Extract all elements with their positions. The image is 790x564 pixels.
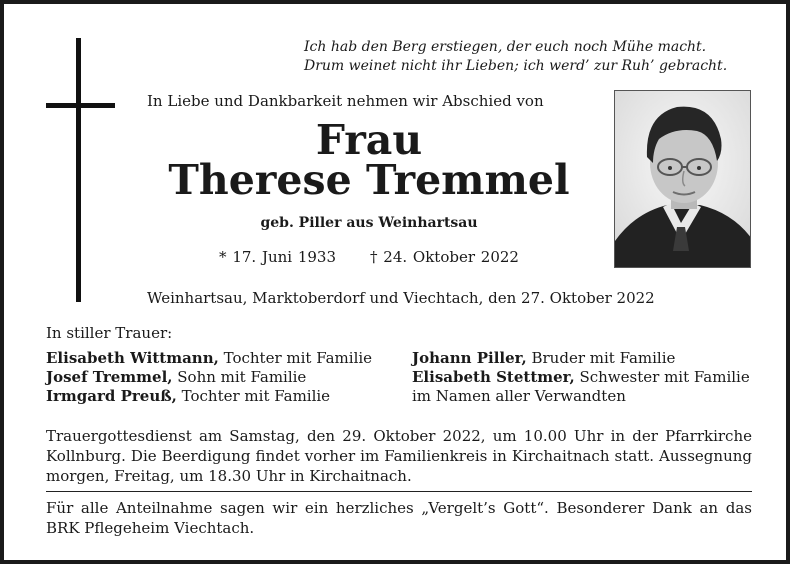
- funeral-service-details: Trauergottesdienst am Samstag, den 29. Oktober 2022, um 10.00 Uhr in der Pfarrkirche Kollnburg. Die Beerdigung findet vorher im Familienkreis in Kirchaitnach statt. Aussegnung morgen, Freitag, um 18.30 Uhr in Kirchaitnach.: [46, 427, 752, 485]
- portrait-photo-image: [615, 91, 751, 268]
- mourner-entry: [46, 349, 372, 368]
- mourner-relation: Tochter mit Familie: [176, 387, 331, 405]
- mourner-entry: [46, 368, 372, 387]
- mourner-name: Josef Tremmel,: [46, 368, 173, 386]
- death-date: † 24. Oktober 2022: [370, 248, 519, 266]
- farewell-intro: In Liebe und Dankbarkeit nehmen wir Abschied von: [147, 92, 544, 110]
- mourner-relation: Sohn mit Familie: [172, 368, 307, 386]
- mourner-entry: [412, 349, 750, 368]
- mourner-name: Irmgard Preuß,: [46, 387, 177, 405]
- thanks-note: Für alle Anteilnahme sagen wir ein herzliches „Vergelt’s Gott“. Besonderer Dank an das BRK Pflegeheim Viechtach.: [46, 499, 752, 537]
- divider: [46, 491, 752, 492]
- mourner-name: Elisabeth Stettmer,: [412, 368, 575, 386]
- deceased-honorific: Frau: [315, 116, 423, 164]
- mourner-relation: Tochter mit Familie: [218, 349, 373, 367]
- birth-date: * 17. Juni 1933: [219, 248, 337, 266]
- mourner-name: Johann Piller,: [412, 349, 527, 367]
- poem-line: Drum weinet nicht ihr Lieben; ich werd’ zur Ruh’ gebracht.: [304, 58, 728, 74]
- mourner-entry: [412, 368, 750, 387]
- mourner-relation: Schwester mit Familie: [574, 368, 750, 386]
- cross-icon-bar: [46, 103, 115, 108]
- mourners-list-right: [412, 349, 750, 406]
- mourners-list-left: [46, 349, 372, 406]
- deceased-maiden-name: geb. Piller aus Weinhartsau: [260, 215, 478, 231]
- place-and-date: Weinhartsau, Marktoberdorf und Viechtach, den 27. Oktober 2022: [147, 289, 655, 307]
- cross-icon: [76, 38, 81, 302]
- mourner-entry: [46, 387, 372, 406]
- mourner-name: Elisabeth Wittmann,: [46, 349, 219, 367]
- poem-verse: [304, 38, 754, 76]
- mourner-entry: [412, 387, 750, 406]
- mourner-relation: Bruder mit Familie: [526, 349, 676, 367]
- portrait-photo: [614, 90, 751, 268]
- mourner-relation: im Namen aller Verwandten: [412, 387, 626, 405]
- poem-line: Ich hab den Berg erstiegen, der euch noch Mühe macht.: [304, 39, 707, 55]
- mourners-heading: In stiller Trauer:: [46, 324, 173, 342]
- life-dates: [144, 248, 594, 266]
- deceased-name: Therese Tremmel: [168, 156, 570, 204]
